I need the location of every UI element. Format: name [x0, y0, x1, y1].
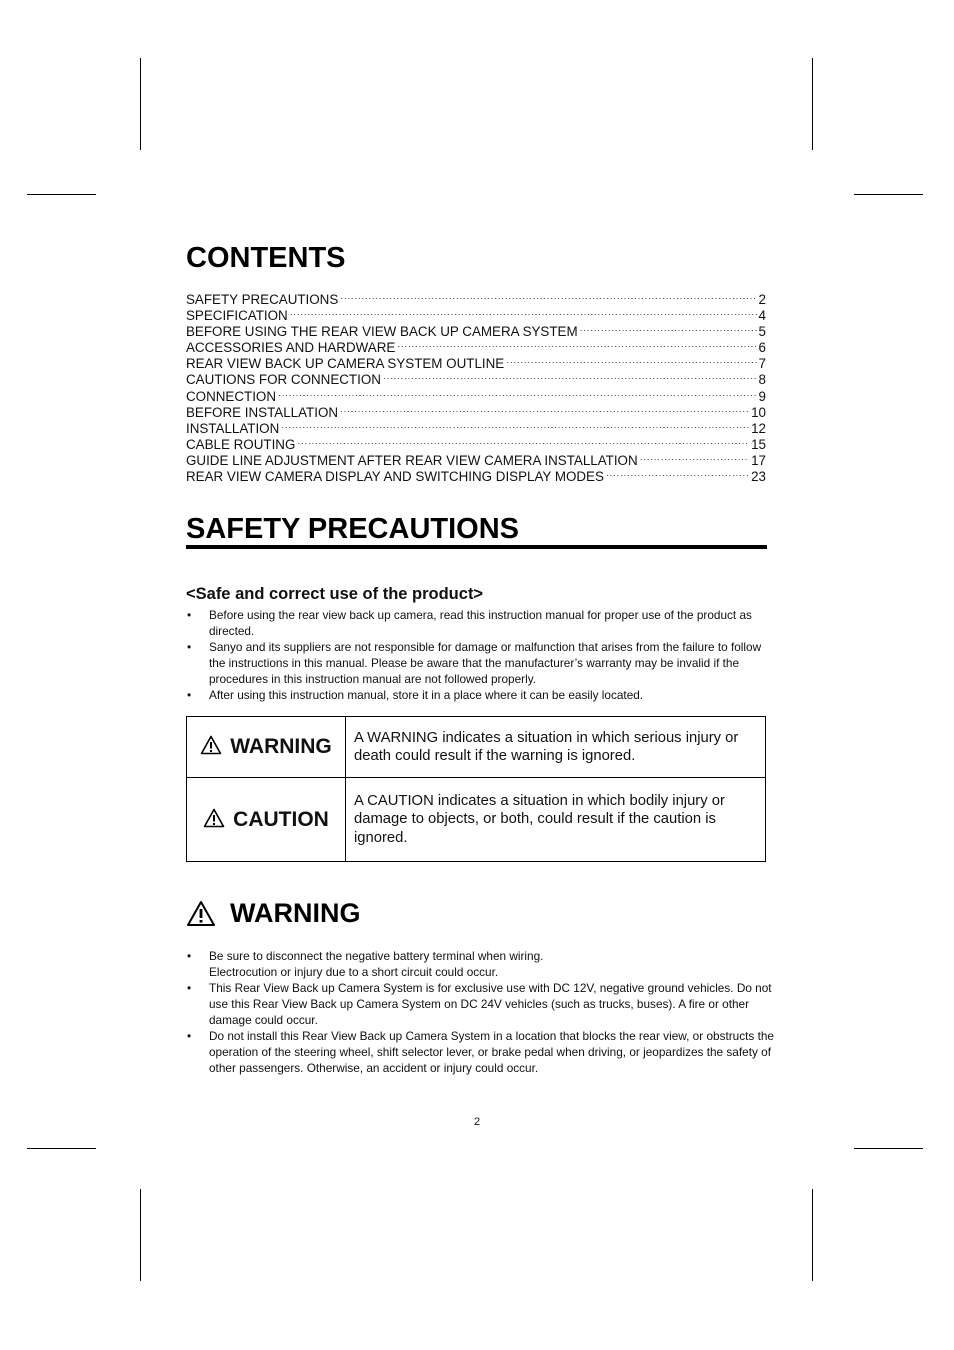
warning-triangle-icon: [186, 900, 216, 927]
safe-use-subheading: <Safe and correct use of the product>: [186, 585, 484, 603]
caution-label: CAUTION: [233, 807, 329, 831]
list-item-text: Before using the rear view back up camera, read this instruction manual for proper use of the product as directed.: [209, 608, 752, 638]
toc-entry-page: 4: [758, 308, 766, 324]
crop-mark: [812, 58, 813, 150]
crop-mark: [140, 58, 141, 150]
toc-entry-label: INSTALLATION: [186, 420, 280, 436]
toc-leader-dots: [290, 305, 757, 322]
toc-leader-dots: [606, 466, 749, 483]
signal-word-table: [186, 716, 766, 862]
toc-entry-label: SAFETY PRECAUTIONS: [186, 292, 339, 307]
bullet-icon: •: [187, 981, 192, 995]
toc-entry-page: 17: [751, 452, 766, 468]
toc-leader-dots: [278, 386, 757, 403]
safety-precautions-heading: SAFETY PRECAUTIONS: [186, 513, 520, 545]
toc-leader-dots: [506, 353, 756, 370]
bullet-icon: •: [187, 949, 192, 963]
toc-entry-page: 7: [758, 356, 766, 372]
list-item-text: Do not install this Rear View Back up Camera System in a location that blocks the rear view, or obstructs the operation of the steering wheel, shift selector lever, or brake pedal when driving, or jeopardizes the safety of other passengers. Otherwise, an accident or injury could occur.: [209, 1029, 774, 1075]
toc-entry-label: SPECIFICATION: [186, 308, 288, 324]
list-item: [186, 687, 776, 703]
list-item: [186, 948, 776, 980]
warning-triangle-icon: [200, 735, 222, 755]
toc-entry-label: REAR VIEW CAMERA DISPLAY AND SWITCHING DISPLAY MODES: [186, 469, 604, 485]
caution-label-cell: [187, 778, 346, 862]
toc-leader-dots: [383, 369, 757, 386]
list-item-text: Electrocution or injury due to a short circuit could occur.: [209, 965, 499, 979]
contents-heading: CONTENTS: [186, 242, 346, 274]
toc-leader-dots: [397, 337, 756, 354]
toc-entry-page: 10: [751, 404, 766, 420]
warning-heading-text: WARNING: [230, 898, 361, 928]
list-item-text: After using this instruction manual, store it in a place where it can be easily located.: [209, 688, 644, 702]
list-item-text: Sanyo and its suppliers are not responsible for damage or malfunction that arises from the failure to follow the instructions in this manual. Please be aware that the manufacturer’s warranty may be invalid if the procedures in this instruction manual are not followed properly.: [209, 640, 762, 686]
table-of-contents: [186, 292, 766, 485]
toc-entry-page: 15: [751, 436, 766, 452]
bullet-icon: •: [187, 640, 192, 654]
toc-entry-page: 8: [758, 372, 766, 388]
toc-leader-dots: [281, 418, 749, 435]
toc-entry-page: 6: [758, 340, 766, 356]
list-item-text: Be sure to disconnect the negative battery terminal when wiring.: [209, 949, 544, 963]
toc-entry-label: CONNECTION: [186, 388, 277, 404]
warning-description: A WARNING indicates a situation in which serious injury or death could result if the warning is ignored.: [346, 717, 766, 778]
toc-entry-label: CAUTIONS FOR CONNECTION: [186, 372, 381, 388]
crop-mark: [27, 194, 96, 195]
heading-rule: [186, 545, 767, 549]
bullet-icon: •: [187, 608, 192, 622]
bullet-icon: •: [187, 688, 192, 702]
crop-mark: [854, 194, 923, 195]
crop-mark: [812, 1189, 813, 1281]
list-item-text: This Rear View Back up Camera System is for exclusive use with DC 12V, negative ground vehicles. Do not use this Rear View Back up Camera System on DC 24V vehicles (such as trucks, buses). A fire or other damage could occur.: [209, 981, 772, 1027]
table-row: [187, 778, 766, 862]
list-item: [186, 639, 776, 687]
toc-entry-label: ACCESSORIES AND HARDWARE: [186, 340, 396, 356]
crop-mark: [27, 1148, 96, 1149]
table-row: [187, 717, 766, 778]
crop-mark: [140, 1189, 141, 1281]
toc-leader-dots: [580, 321, 757, 338]
toc-entry-label: BEFORE USING THE REAR VIEW BACK UP CAMERA SYSTEM: [186, 324, 578, 340]
toc-entry-page: 23: [751, 469, 766, 485]
toc-leader-dots: [340, 402, 749, 419]
toc-leader-dots: [340, 289, 756, 306]
toc-leader-dots: [297, 434, 749, 451]
warning-list: [186, 948, 776, 1076]
list-item: [186, 1028, 776, 1076]
caution-description: A CAUTION indicates a situation in which bodily injury or damage to objects, or both, could result if the caution is ignored.: [346, 778, 766, 862]
warning-label-cell: [187, 717, 346, 778]
toc-entry-page: 12: [751, 420, 766, 436]
toc-entry-label: BEFORE INSTALLATION: [186, 404, 339, 420]
toc-leader-dots: [640, 450, 749, 467]
toc-entry-label: CABLE ROUTING: [186, 436, 296, 452]
page-number: 2: [473, 1116, 481, 1128]
warning-triangle-icon: [203, 808, 225, 828]
toc-entry-page: 2: [758, 292, 766, 307]
warning-label: WARNING: [230, 735, 332, 758]
bullet-icon: •: [187, 1029, 192, 1043]
list-item: [186, 980, 776, 1028]
toc-entry-label: GUIDE LINE ADJUSTMENT AFTER REAR VIEW CAMERA INSTALLATION: [186, 452, 638, 468]
toc-entry: [186, 469, 766, 485]
toc-entry-page: 9: [758, 388, 766, 404]
list-item: [186, 607, 776, 639]
crop-mark: [854, 1148, 923, 1149]
toc-entry-page: 5: [758, 324, 766, 340]
toc-entry-label: REAR VIEW BACK UP CAMERA SYSTEM OUTLINE: [186, 356, 505, 372]
warning-heading: [186, 896, 361, 930]
safe-use-list: [186, 607, 776, 703]
